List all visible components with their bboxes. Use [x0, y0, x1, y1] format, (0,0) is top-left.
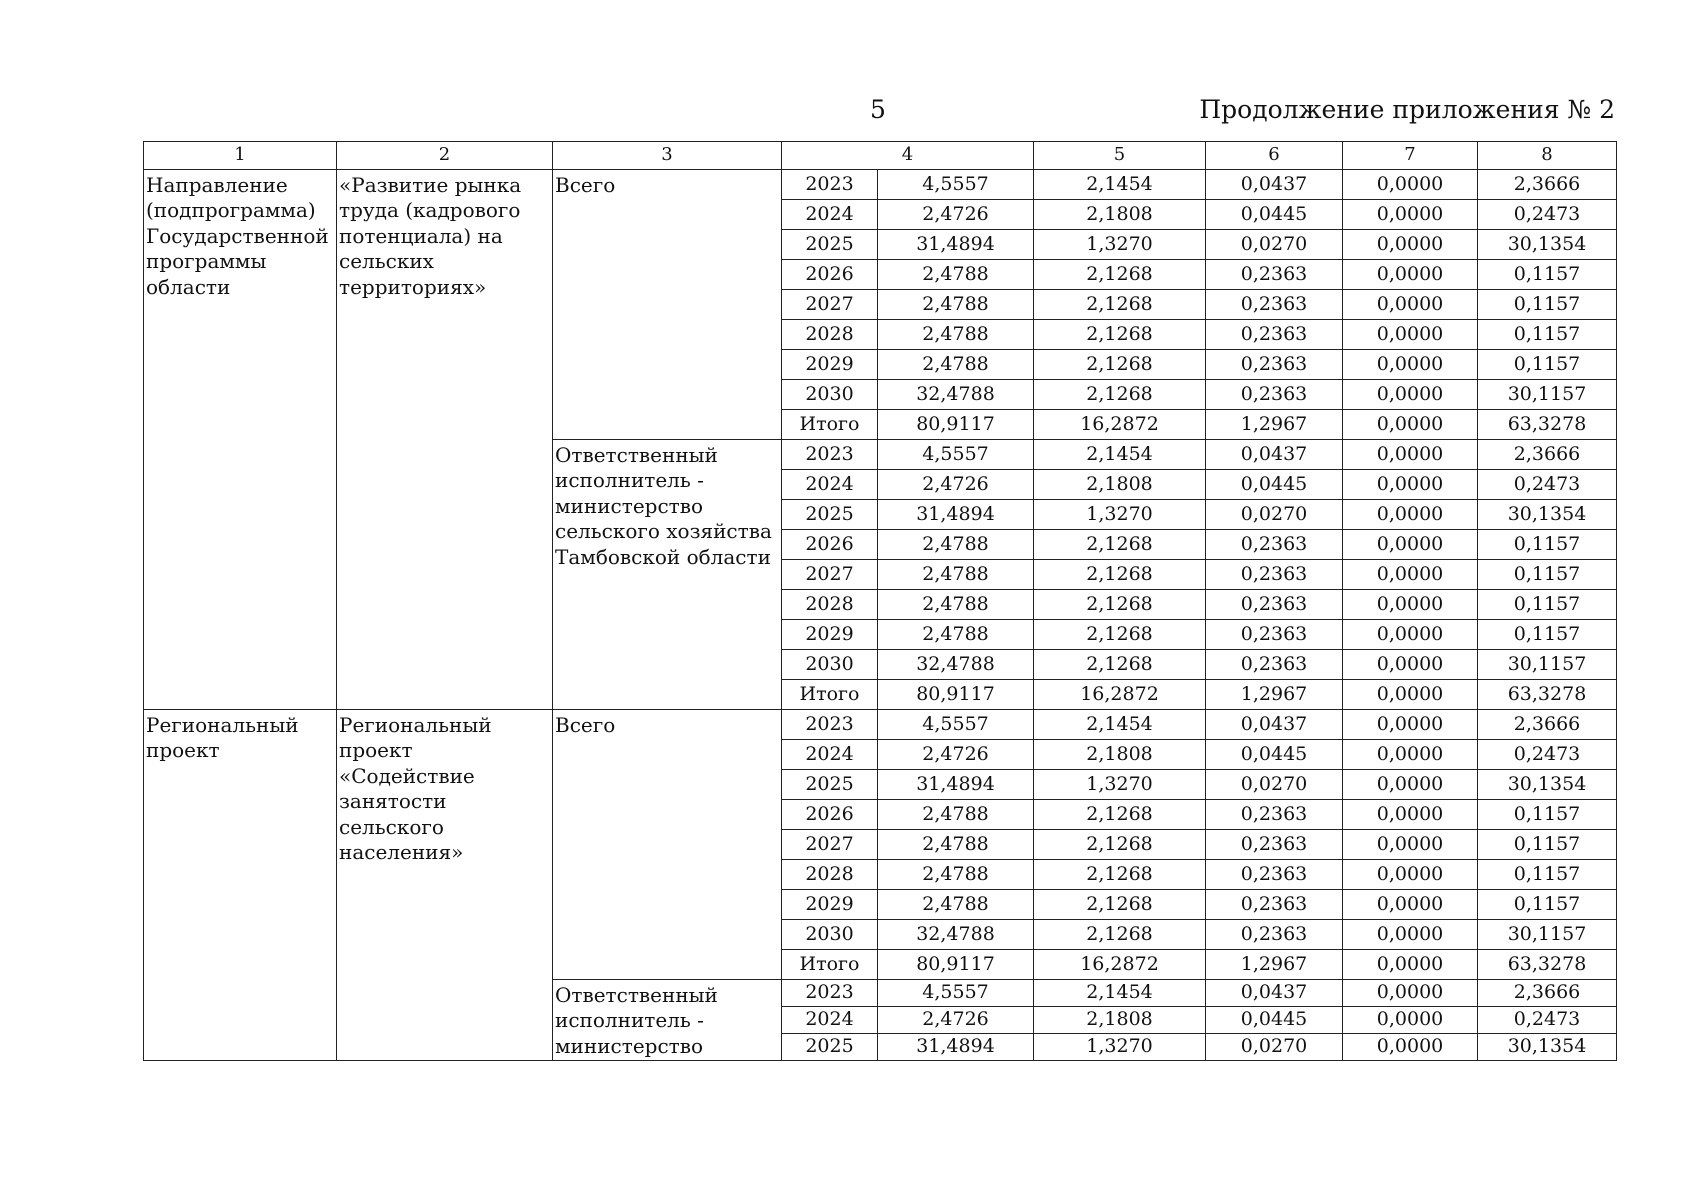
column-7-cell: 0,0000	[1343, 260, 1478, 290]
year-cell: 2026	[782, 530, 878, 560]
column-7-cell: 0,0000	[1343, 290, 1478, 320]
total-amount-cell: 2,4726	[878, 470, 1034, 500]
year-cell: 2025	[782, 1034, 878, 1061]
column-8-cell: 30,1157	[1478, 650, 1617, 680]
column-6-cell: 0,2363	[1206, 890, 1343, 920]
year-cell: 2030	[782, 380, 878, 410]
total-amount-cell: 2,4788	[878, 830, 1034, 860]
program-type-cell: Региональный проект	[144, 710, 337, 1061]
column-6-cell: 0,2363	[1206, 830, 1343, 860]
column-8-cell: 0,1157	[1478, 260, 1617, 290]
column-5-cell: 2,1268	[1034, 830, 1206, 860]
column-7-cell: 0,0000	[1343, 710, 1478, 740]
column-6-cell: 0,0445	[1206, 1007, 1343, 1034]
column-8-cell: 0,1157	[1478, 350, 1617, 380]
column-7-cell: 0,0000	[1343, 950, 1478, 980]
year-cell: Итого	[782, 410, 878, 440]
column-8-cell: 30,1354	[1478, 770, 1617, 800]
column-5-cell: 2,1454	[1034, 170, 1206, 200]
year-cell: 2024	[782, 470, 878, 500]
total-amount-cell: 2,4788	[878, 560, 1034, 590]
column-7-cell: 0,0000	[1343, 800, 1478, 830]
column-5-cell: 2,1268	[1034, 650, 1206, 680]
column-7-cell: 0,0000	[1343, 350, 1478, 380]
column-8-cell: 30,1157	[1478, 920, 1617, 950]
column-8-cell: 2,3666	[1478, 440, 1617, 470]
column-5-cell: 2,1268	[1034, 260, 1206, 290]
column-8-cell: 63,3278	[1478, 950, 1617, 980]
column-7-cell: 0,0000	[1343, 980, 1478, 1007]
column-8-cell: 0,1157	[1478, 320, 1617, 350]
column-number: 8	[1478, 142, 1617, 170]
column-5-cell: 2,1268	[1034, 860, 1206, 890]
year-cell: 2028	[782, 860, 878, 890]
program-name-cell: Региональный проект «Содействие занятости сельского населения»	[337, 710, 553, 1061]
year-cell: 2023	[782, 170, 878, 200]
column-8-cell: 2,3666	[1478, 980, 1617, 1007]
column-6-cell: 0,2363	[1206, 320, 1343, 350]
column-7-cell: 0,0000	[1343, 410, 1478, 440]
column-7-cell: 0,0000	[1343, 170, 1478, 200]
column-6-cell: 0,0270	[1206, 230, 1343, 260]
year-cell: 2028	[782, 320, 878, 350]
column-6-cell: 1,2967	[1206, 680, 1343, 710]
year-cell: 2025	[782, 230, 878, 260]
total-amount-cell: 2,4788	[878, 290, 1034, 320]
column-7-cell: 0,0000	[1343, 530, 1478, 560]
column-8-cell: 0,2473	[1478, 470, 1617, 500]
column-8-cell: 0,1157	[1478, 860, 1617, 890]
column-6-cell: 0,0445	[1206, 470, 1343, 500]
column-7-cell: 0,0000	[1343, 860, 1478, 890]
column-7-cell: 0,0000	[1343, 560, 1478, 590]
column-6-cell: 0,2363	[1206, 860, 1343, 890]
column-8-cell: 0,1157	[1478, 830, 1617, 860]
table-body	[144, 142, 1617, 1061]
year-cell: 2027	[782, 290, 878, 320]
total-amount-cell: 80,9117	[878, 410, 1034, 440]
column-6-cell: 0,0437	[1206, 440, 1343, 470]
column-number: 1	[144, 142, 337, 170]
column-6-cell: 0,2363	[1206, 530, 1343, 560]
total-amount-cell: 31,4894	[878, 500, 1034, 530]
budget-table	[143, 141, 1617, 1061]
total-amount-cell: 2,4788	[878, 620, 1034, 650]
column-6-cell: 0,2363	[1206, 620, 1343, 650]
column-5-cell: 2,1268	[1034, 590, 1206, 620]
column-5-cell: 16,2872	[1034, 680, 1206, 710]
column-8-cell: 30,1354	[1478, 500, 1617, 530]
year-cell: 2023	[782, 980, 878, 1007]
column-6-cell: 0,2363	[1206, 920, 1343, 950]
column-6-cell: 0,2363	[1206, 350, 1343, 380]
column-number-row	[144, 142, 1617, 170]
column-5-cell: 2,1268	[1034, 380, 1206, 410]
column-number: 2	[337, 142, 553, 170]
column-6-cell: 1,2967	[1206, 950, 1343, 980]
column-6-cell: 0,0270	[1206, 500, 1343, 530]
column-5-cell: 2,1268	[1034, 290, 1206, 320]
column-6-cell: 0,2363	[1206, 800, 1343, 830]
column-6-cell: 0,0437	[1206, 170, 1343, 200]
column-5-cell: 2,1268	[1034, 890, 1206, 920]
column-8-cell: 0,1157	[1478, 590, 1617, 620]
total-amount-cell: 2,4726	[878, 200, 1034, 230]
column-5-cell: 2,1454	[1034, 710, 1206, 740]
total-amount-cell: 4,5557	[878, 170, 1034, 200]
total-amount-cell: 2,4788	[878, 350, 1034, 380]
column-6-cell: 0,0445	[1206, 200, 1343, 230]
column-8-cell: 63,3278	[1478, 680, 1617, 710]
total-amount-cell: 32,4788	[878, 650, 1034, 680]
column-8-cell: 0,2473	[1478, 1007, 1617, 1034]
total-amount-cell: 2,4788	[878, 890, 1034, 920]
column-7-cell: 0,0000	[1343, 590, 1478, 620]
total-amount-cell: 2,4788	[878, 260, 1034, 290]
column-5-cell: 2,1268	[1034, 920, 1206, 950]
column-7-cell: 0,0000	[1343, 200, 1478, 230]
column-8-cell: 0,1157	[1478, 560, 1617, 590]
program-type-cell: Направление (подпрограмма) Государственной программы области	[144, 170, 337, 710]
column-8-cell: 63,3278	[1478, 410, 1617, 440]
column-6-cell: 0,2363	[1206, 590, 1343, 620]
column-5-cell: 2,1808	[1034, 1007, 1206, 1034]
column-7-cell: 0,0000	[1343, 890, 1478, 920]
column-8-cell: 2,3666	[1478, 710, 1617, 740]
total-amount-cell: 2,4788	[878, 590, 1034, 620]
column-7-cell: 0,0000	[1343, 830, 1478, 860]
column-7-cell: 0,0000	[1343, 920, 1478, 950]
column-5-cell: 1,3270	[1034, 1034, 1206, 1061]
year-cell: Итого	[782, 680, 878, 710]
column-7-cell: 0,0000	[1343, 320, 1478, 350]
column-7-cell: 0,0000	[1343, 680, 1478, 710]
year-cell: 2027	[782, 830, 878, 860]
year-cell: 2024	[782, 740, 878, 770]
column-8-cell: 0,1157	[1478, 530, 1617, 560]
year-cell: 2027	[782, 560, 878, 590]
total-amount-cell: 2,4788	[878, 860, 1034, 890]
total-amount-cell: 2,4788	[878, 800, 1034, 830]
funding-source-cell: Всего	[553, 170, 782, 440]
total-amount-cell: 32,4788	[878, 380, 1034, 410]
column-7-cell: 0,0000	[1343, 440, 1478, 470]
appendix-continuation-note: Продолжение приложения № 2	[1199, 95, 1615, 124]
column-7-cell: 0,0000	[1343, 650, 1478, 680]
column-8-cell: 2,3666	[1478, 170, 1617, 200]
total-amount-cell: 31,4894	[878, 230, 1034, 260]
table-row	[144, 170, 1617, 200]
total-amount-cell: 2,4788	[878, 530, 1034, 560]
total-amount-cell: 4,5557	[878, 710, 1034, 740]
column-7-cell: 0,0000	[1343, 1034, 1478, 1061]
column-number: 4	[782, 142, 1034, 170]
column-6-cell: 0,0437	[1206, 980, 1343, 1007]
column-8-cell: 0,1157	[1478, 890, 1617, 920]
column-5-cell: 2,1808	[1034, 200, 1206, 230]
total-amount-cell: 80,9117	[878, 950, 1034, 980]
program-name-cell: «Развитие рынка труда (кадрового потенциала) на сельских территориях»	[337, 170, 553, 710]
year-cell: 2029	[782, 350, 878, 380]
year-cell: 2029	[782, 620, 878, 650]
column-number: 5	[1034, 142, 1206, 170]
column-6-cell: 0,0270	[1206, 1034, 1343, 1061]
year-cell: 2030	[782, 650, 878, 680]
year-cell: 2025	[782, 500, 878, 530]
column-6-cell: 0,0437	[1206, 710, 1343, 740]
column-7-cell: 0,0000	[1343, 500, 1478, 530]
total-amount-cell: 2,4788	[878, 320, 1034, 350]
year-cell: 2029	[782, 890, 878, 920]
column-number: 6	[1206, 142, 1343, 170]
funding-source-cell: Всего	[553, 710, 782, 980]
column-5-cell: 2,1268	[1034, 800, 1206, 830]
year-cell: 2023	[782, 440, 878, 470]
year-cell: Итого	[782, 950, 878, 980]
column-5-cell: 16,2872	[1034, 950, 1206, 980]
column-6-cell: 0,2363	[1206, 380, 1343, 410]
column-6-cell: 0,0445	[1206, 740, 1343, 770]
year-cell: 2024	[782, 200, 878, 230]
column-5-cell: 2,1268	[1034, 530, 1206, 560]
page-number: 5	[870, 95, 886, 124]
table-row	[144, 710, 1617, 740]
column-5-cell: 2,1268	[1034, 620, 1206, 650]
column-5-cell: 2,1268	[1034, 320, 1206, 350]
column-8-cell: 0,1157	[1478, 800, 1617, 830]
year-cell: 2030	[782, 920, 878, 950]
total-amount-cell: 31,4894	[878, 770, 1034, 800]
column-5-cell: 16,2872	[1034, 410, 1206, 440]
year-cell: 2026	[782, 800, 878, 830]
column-5-cell: 2,1268	[1034, 560, 1206, 590]
column-7-cell: 0,0000	[1343, 740, 1478, 770]
column-6-cell: 0,2363	[1206, 560, 1343, 590]
column-8-cell: 0,2473	[1478, 200, 1617, 230]
column-5-cell: 2,1454	[1034, 980, 1206, 1007]
column-7-cell: 0,0000	[1343, 770, 1478, 800]
column-8-cell: 0,2473	[1478, 740, 1617, 770]
column-5-cell: 2,1808	[1034, 740, 1206, 770]
total-amount-cell: 4,5557	[878, 440, 1034, 470]
year-cell: 2028	[782, 590, 878, 620]
column-8-cell: 30,1354	[1478, 1034, 1617, 1061]
total-amount-cell: 80,9117	[878, 680, 1034, 710]
column-7-cell: 0,0000	[1343, 620, 1478, 650]
column-number: 7	[1343, 142, 1478, 170]
column-7-cell: 0,0000	[1343, 380, 1478, 410]
column-8-cell: 30,1354	[1478, 230, 1617, 260]
column-8-cell: 0,1157	[1478, 290, 1617, 320]
column-6-cell: 1,2967	[1206, 410, 1343, 440]
total-amount-cell: 31,4894	[878, 1034, 1034, 1061]
column-8-cell: 0,1157	[1478, 620, 1617, 650]
funding-source-cell: Ответственный исполнитель - министерство	[553, 980, 782, 1061]
column-5-cell: 2,1808	[1034, 470, 1206, 500]
column-number: 3	[553, 142, 782, 170]
column-7-cell: 0,0000	[1343, 1007, 1478, 1034]
column-5-cell: 2,1454	[1034, 440, 1206, 470]
column-5-cell: 1,3270	[1034, 500, 1206, 530]
column-7-cell: 0,0000	[1343, 230, 1478, 260]
column-5-cell: 1,3270	[1034, 770, 1206, 800]
column-6-cell: 0,0270	[1206, 770, 1343, 800]
column-5-cell: 2,1268	[1034, 350, 1206, 380]
column-6-cell: 0,2363	[1206, 650, 1343, 680]
total-amount-cell: 32,4788	[878, 920, 1034, 950]
column-6-cell: 0,2363	[1206, 260, 1343, 290]
year-cell: 2026	[782, 260, 878, 290]
column-8-cell: 30,1157	[1478, 380, 1617, 410]
year-cell: 2024	[782, 1007, 878, 1034]
total-amount-cell: 2,4726	[878, 1007, 1034, 1034]
column-6-cell: 0,2363	[1206, 290, 1343, 320]
total-amount-cell: 4,5557	[878, 980, 1034, 1007]
year-cell: 2025	[782, 770, 878, 800]
column-7-cell: 0,0000	[1343, 470, 1478, 500]
year-cell: 2023	[782, 710, 878, 740]
funding-source-cell: Ответственный исполнитель - министерство сельского хозяйства Тамбовской области	[553, 440, 782, 710]
total-amount-cell: 2,4726	[878, 740, 1034, 770]
column-5-cell: 1,3270	[1034, 230, 1206, 260]
